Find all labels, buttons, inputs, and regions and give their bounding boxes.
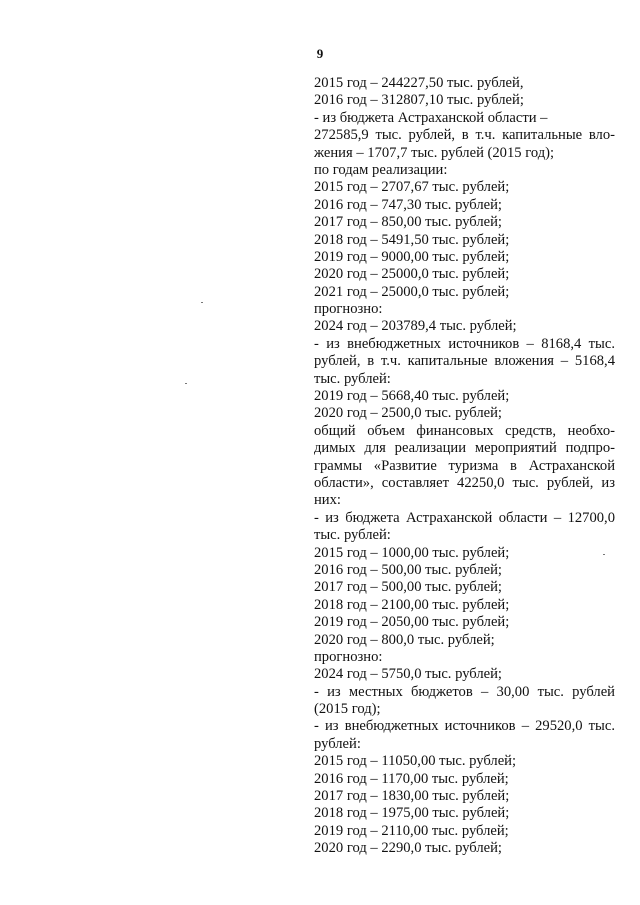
text-line: 2020 год – 800,0 тыс. рублей; [314, 631, 495, 648]
text-line: 2024 год – 5750,0 тыс. рублей; [314, 666, 502, 683]
text-line: 2016 год – 1170,00 тыс. рублей; [314, 770, 509, 787]
text-line: 2016 год – 747,30 тыс. рублей; [314, 196, 502, 213]
text-line: жения – 1707,7 тыс. рублей (2015 год); [314, 144, 555, 161]
text-line: общий объем финансовых средств, необхо- [314, 422, 615, 439]
text-line: 2017 год – 500,00 тыс. рублей; [314, 579, 502, 596]
text-line: 2016 год – 500,00 тыс. рублей; [314, 561, 502, 578]
text-line: 2015 год – 11050,00 тыс. рублей; [314, 753, 517, 770]
text-line: рублей: [314, 735, 361, 752]
text-line: 2015 год – 244227,50 тыс. рублей, [314, 75, 524, 91]
text-line: - из бюджета Астраханской области – [314, 109, 548, 126]
text-line: 2018 год – 2100,00 тыс. рублей; [314, 596, 510, 613]
text-line: области», составляет 42250,0 тыс. рублей, из [314, 474, 615, 491]
text-line: 2019 год – 9000,00 тыс. рублей; [314, 248, 510, 265]
text-line: тыс. рублей: [314, 527, 391, 544]
text-line: 2016 год – 312807,10 тыс. рублей; [314, 92, 524, 109]
text-line: прогнозно: [314, 301, 383, 318]
scan-speck [201, 302, 203, 303]
text-line: 2017 год – 850,00 тыс. рублей; [314, 214, 502, 231]
scan-speck [603, 554, 605, 555]
text-line: 2019 год – 2110,00 тыс. рублей; [314, 822, 509, 839]
scan-speck [185, 383, 187, 384]
text-line: - из бюджета Астраханской области – 12700,0 [314, 509, 615, 526]
text-line: 2018 год – 5491,50 тыс. рублей; [314, 231, 510, 248]
text-line: них: [314, 492, 341, 509]
text-line: по годам реализации: [314, 161, 448, 178]
text-line: рублей, в т.ч. капитальные вложения – 5168,4 [314, 353, 615, 370]
page-number: 9 [316, 46, 324, 61]
text-line: (2015 год); [314, 701, 381, 718]
text-line: прогнозно: [314, 648, 383, 665]
text-line: 2019 год – 5668,40 тыс. рублей; [314, 388, 510, 405]
text-line: 2018 год – 1975,00 тыс. рублей; [314, 805, 510, 822]
document-body [314, 75, 615, 858]
text-line: тыс. рублей: [314, 370, 391, 387]
text-line: 2020 год – 2290,0 тыс. рублей; [314, 840, 502, 857]
text-line: - из внебюджетных источников – 29520,0 тыс. [314, 718, 615, 735]
text-line: димых для реализации мероприятий подпро- [314, 440, 615, 457]
text-line: 2017 год – 1830,00 тыс. рублей; [314, 788, 510, 805]
text-line: 2024 год – 203789,4 тыс. рублей; [314, 318, 517, 335]
text-line: граммы «Развитие туризма в Астраханской [314, 457, 615, 474]
text-line: 2019 год – 2050,00 тыс. рублей; [314, 614, 510, 631]
text-line: 2020 год – 25000,0 тыс. рублей; [314, 266, 510, 283]
text-line: 2021 год – 25000,0 тыс. рублей; [314, 283, 510, 300]
text-line: 2015 год – 2707,67 тыс. рублей; [314, 179, 510, 196]
text-line: 2015 год – 1000,00 тыс. рублей; [314, 544, 510, 561]
text-line: - из внебюджетных источников – 8168,4 тыс. [314, 335, 615, 352]
text-line: 272585,9 тыс. рублей, в т.ч. капитальные вло- [314, 127, 615, 144]
text-line: - из местных бюджетов – 30,00 тыс. рублей [314, 683, 615, 700]
text-line: 2020 год – 2500,0 тыс. рублей; [314, 405, 502, 422]
